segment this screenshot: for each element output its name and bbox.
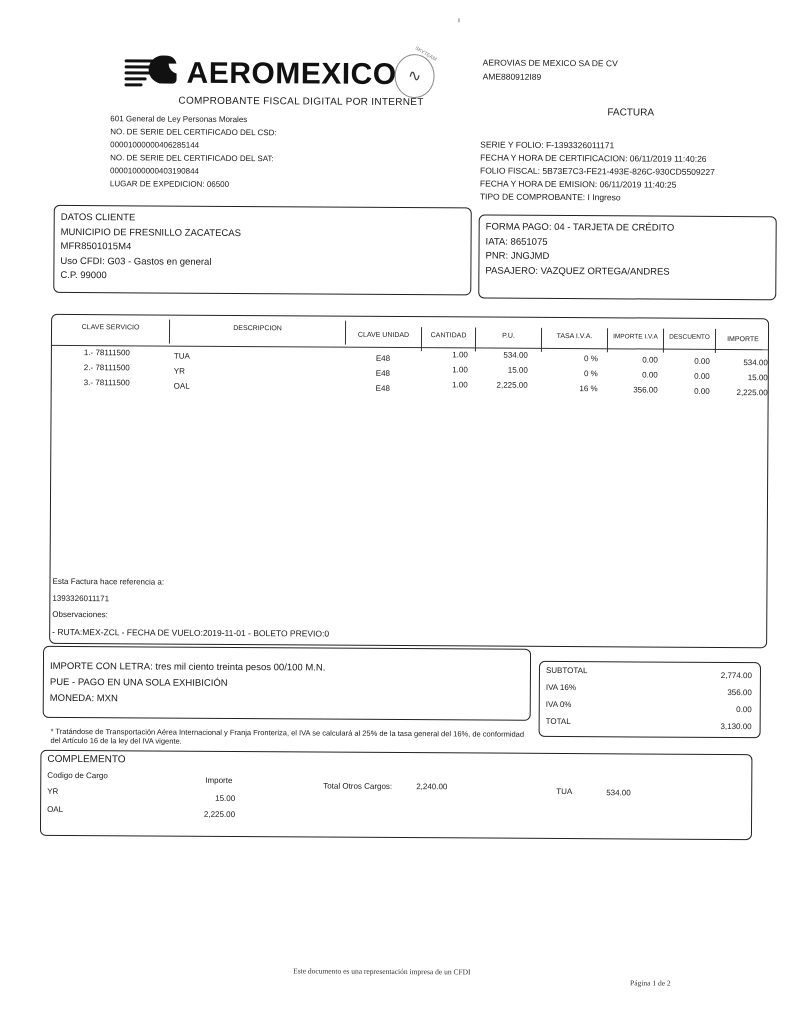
clave-unidad: E48 [375, 353, 391, 363]
descuento: 0.00 [694, 356, 710, 366]
clave-servicio: 3.- 78111500 [83, 378, 130, 388]
cantidad: 1.00 [452, 365, 468, 375]
eagle-logo-icon [124, 53, 180, 93]
tipo-comprobante: TIPO DE COMPROBANTE: I Ingreso [479, 191, 621, 203]
total-otros-label: Total Otros Cargos: [323, 781, 393, 791]
col-pu: P.U. [476, 327, 542, 351]
importe-letra-box [43, 646, 531, 721]
csd-number: 00001000000406285144 [110, 140, 200, 150]
cantidad: 1.00 [452, 380, 468, 390]
csd-label: NO. DE SERIE DEL CERTIFICADO DEL CSD: [110, 127, 277, 138]
doc-type: FACTURA [607, 107, 655, 119]
serie-folio: SERIE Y FOLIO: F-1393326011171 [480, 139, 615, 151]
col-clave-unidad: CLAVE UNIDAD [346, 327, 422, 351]
brand-name: AEROMEXICO [186, 56, 397, 91]
iata: IATA: 8651075 [485, 236, 548, 248]
pnr: PNR: JNGJMD [485, 250, 550, 262]
col-descripcion: DESCRIPCION [170, 320, 346, 345]
tasa-iva: 16 % [579, 384, 598, 394]
iva-note: * Tratándose de Transportación Aérea Internacional y Franja Fronteriza, el IVA se calculará al 25% de la tasa general del 16%, de conformidad del Artículo 16 de la ley del IVA vigente. [50, 726, 525, 746]
cliente-rfc: MFR8501015M4 [60, 240, 132, 253]
tua-value: 534.00 [606, 788, 631, 798]
aeromexico-logo [124, 50, 424, 98]
col-cantidad: CANTIDAD [422, 327, 476, 351]
totales-box [539, 661, 761, 738]
metodo-pago: PUE - PAGO EN UNA SOLA EXHIBICIÓN [49, 676, 228, 689]
datos-cliente-box [53, 205, 472, 296]
subtotal-row [546, 666, 754, 684]
moneda: MONEDA: MXN [49, 692, 118, 705]
importe-iva: 0.00 [642, 355, 658, 365]
subtotal-label: SUBTOTAL [545, 665, 588, 676]
scan-speck [458, 18, 460, 22]
col-codigo-cargo: Codigo de Cargo [47, 770, 108, 781]
total-value: 3,130.00 [720, 721, 752, 732]
col-clave-servicio: CLAVE SERVICIO [52, 319, 170, 344]
tasa-iva: 0 % [584, 354, 598, 364]
clave-servicio: 1.- 78111500 [83, 348, 130, 358]
tasa-iva: 0 % [583, 369, 598, 379]
cliente-name: MUNICIPIO DE FRESNILLO ZACATECAS [60, 226, 242, 239]
sat-cert-number: 00001000000403190844 [109, 166, 200, 176]
total-otros-value: 2,240.00 [416, 782, 448, 792]
descripcion: YR [173, 366, 185, 376]
complemento-box [40, 750, 753, 840]
iva0-value: 0.00 [736, 705, 752, 715]
descripcion: OAL [173, 381, 190, 391]
lugar-expedicion: LUGAR DE EXPEDICION: 06500 [109, 179, 230, 189]
cliente-title: DATOS CLIENTE [60, 211, 136, 224]
folio-fiscal: FOLIO FISCAL: 5B73E7C3-FE21-493E-826C-930CD5509227 [479, 165, 715, 177]
descuento: 0.00 [694, 371, 710, 381]
cantidad: 1.00 [452, 350, 468, 360]
precio-unitario: 15.00 [507, 365, 528, 375]
table-row [52, 378, 768, 396]
footer-note: Este documento es una representación impresa de un CFDI [293, 966, 471, 977]
iva16-value: 356.00 [727, 688, 752, 698]
col-tasa-iva: TASA I.V.A. [542, 328, 608, 352]
folio-info [480, 138, 715, 204]
clave-unidad: E48 [375, 383, 390, 393]
importe-iva: 356.00 [633, 385, 658, 395]
company-info [483, 55, 618, 84]
iva0-row [546, 700, 754, 718]
col-importe: Importe [205, 775, 233, 785]
regimen-fiscal: 601 General de Ley Personas Morales [110, 114, 248, 125]
importe-iva: 0.00 [642, 370, 658, 380]
cargo-codigo: OAL [47, 804, 64, 814]
fecha-certificacion: FECHA Y HORA DE CERTIFICACION: 06/11/2019 11:40:26 [480, 152, 707, 164]
referencia-folio: 1393326011171 [52, 593, 110, 603]
skyteam-logo-icon: ∿ SKYTEAM [394, 54, 434, 98]
observaciones-text: - RUTA:MEX-ZCL - FECHA DE VUELO:2019-11-01 - BOLETO PREVIO:0 [52, 626, 330, 639]
total-label: TOTAL [545, 716, 571, 727]
cargo-codigo: YR [47, 786, 59, 796]
total-row [546, 717, 754, 735]
importe: 534.00 [743, 358, 768, 368]
iva16-label: IVA 16% [545, 682, 576, 693]
uso-cfdi: Uso CFDI: G03 - Gastos en general [60, 255, 212, 268]
sat-cert-label: NO. DE SERIE DEL CERTIFICADO DEL SAT: [110, 153, 274, 164]
cargo-importe: 15.00 [215, 793, 236, 803]
iva0-label: IVA 0% [545, 699, 572, 710]
precio-unitario: 2,225.00 [496, 380, 528, 390]
referencia-label: Esta Factura hace referencia a: [52, 576, 165, 587]
importe: 2,225.00 [736, 388, 768, 398]
tua-label: TUA [556, 786, 573, 797]
complemento-title: COMPLEMENTO [47, 753, 126, 766]
cargo-importe: 2,225.00 [203, 809, 236, 819]
doc-subtitle: COMPROBANTE FISCAL DIGITAL POR INTERNET [178, 95, 424, 109]
codigo-postal: C.P. 99000 [60, 269, 107, 282]
forma-pago-box [478, 214, 777, 300]
clave-unidad: E48 [375, 368, 391, 378]
clave-servicio: 2.- 78111500 [83, 363, 130, 373]
page-number: Página 1 de 2 [630, 978, 671, 988]
col-importe: IMPORTE [727, 335, 759, 344]
subtotal-value: 2,774.00 [720, 670, 752, 681]
pasajero: PASAJERO: VAZQUEZ ORTEGA/ANDRES [485, 265, 670, 278]
importe-con-letra: IMPORTE CON LETRA: tres mil ciento treinta pesos 00/100 M.N. [49, 660, 326, 674]
fecha-emision: FECHA Y HORA DE EMISION: 06/11/2019 11:40:25 [479, 178, 677, 190]
table-header [52, 315, 768, 351]
company-name: AEROVIAS DE MEXICO SA DE CV [482, 57, 618, 69]
forma-pago: FORMA PAGO: 04 - TARJETA DE CRÉDITO [485, 221, 675, 234]
issuer-info [110, 112, 277, 191]
referencias [52, 574, 329, 642]
col-importe-iva: IMPORTE I.V.A [608, 328, 664, 352]
precio-unitario: 534.00 [503, 350, 528, 360]
company-rfc: AME880912I89 [482, 71, 542, 82]
iva16-row [546, 683, 754, 701]
descripcion: TUA [173, 351, 190, 361]
descuento: 0.00 [694, 386, 710, 396]
importe: 15.00 [747, 373, 768, 383]
observaciones-label: Observaciones: [52, 609, 108, 620]
col-descuento: DESCUENTO [664, 329, 716, 353]
